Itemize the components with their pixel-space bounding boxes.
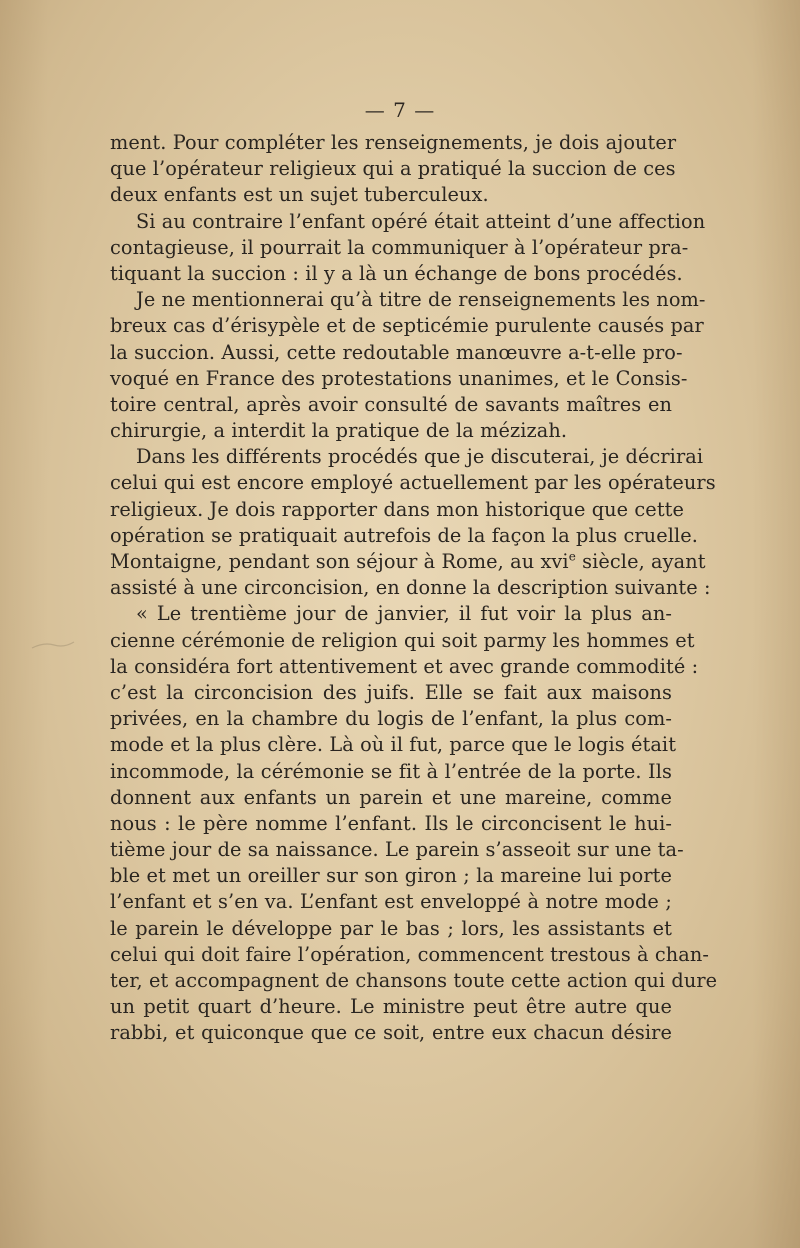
text-line-content: ter, et accompagnent de chansons toute cette action qui dure <box>110 969 718 992</box>
text-line <box>110 994 672 1020</box>
text-line-content: tième jour de sa naissance. Le parein s’asseoit sur une ta- <box>110 838 684 862</box>
text-line <box>110 916 672 942</box>
text-line-content: ble et met un oreiller sur son giron ; la mareine lui porte <box>110 864 672 888</box>
text-line-content: que l’opérateur religieux qui a pratiqué la succion de ces <box>110 157 676 181</box>
text-line-content: Dans les différents procédés que je discuterai, je décrirai <box>136 445 704 469</box>
text-line-content: religieux. Je dois rapporter dans mon historique que cette <box>110 497 685 521</box>
text-line <box>110 549 706 575</box>
text-line-content: la considéra fort attentivement et avec grande commodité : <box>110 654 699 678</box>
text-line-content: contagieuse, il pourrait la communiquer à l’opérateur pra- <box>110 235 689 259</box>
text-line-content: un petit quart d’heure. Le ministre peut être autre que <box>110 995 672 1019</box>
text-line-content: celui qui est encore employé actuellement par les opérateurs <box>110 471 716 495</box>
text-line-content: chirurgie, a interdit la pratique de la mézizah. <box>110 419 568 443</box>
text-line-content: le parein le développe par le bas ; lors, les assistants et <box>110 916 672 940</box>
page-number: — 7 — <box>364 98 436 122</box>
text-line <box>110 182 672 208</box>
text-line <box>110 759 672 785</box>
text-line <box>110 209 706 235</box>
text-line-content: breux cas d’érisypèle et de septicémie purulente causés par <box>110 314 704 338</box>
text-line-content: l’enfant et s’en va. L’enfant est enveloppé à notre mode ; <box>110 890 672 914</box>
text-line <box>110 654 699 680</box>
text-line <box>110 785 672 811</box>
text-line <box>110 706 672 732</box>
text-line <box>110 628 695 654</box>
text-line-content: voqué en France des protestations unanimes, et le Consis- <box>110 366 688 390</box>
text-line-content: ment. Pour compléter les renseignements, je dois ajouter <box>110 131 677 154</box>
text-line-content: rabbi, et quiconque que ce soit, entre eux chacun désire <box>110 1021 672 1045</box>
paper-mark-icon <box>30 640 76 650</box>
text-line <box>110 968 718 994</box>
text-line <box>110 575 711 601</box>
body-text <box>110 130 718 1047</box>
text-line-content: donnent aux enfants un parein et une mareine, comme <box>110 785 672 809</box>
text-line <box>110 287 706 313</box>
text-line-content: toire central, après avoir consulté de savants maîtres en <box>110 392 672 416</box>
text-line-content: la succion. Aussi, cette redoutable manœuvre a-t-elle pro- <box>110 340 683 364</box>
text-line <box>110 523 698 549</box>
text-line-content: deux enfants est un sujet tuberculeux. <box>110 183 489 207</box>
text-line-content: tiquant la succion : il y a là un échange de bons procédés. <box>110 261 683 285</box>
text-line-content: c’est la circoncision des juifs. Elle se fait aux maisons <box>110 680 672 704</box>
text-line-content: « Le trentième jour de janvier, il fut voir la plus an- <box>136 602 672 626</box>
text-line <box>110 497 685 523</box>
text-line-content: incommode, la cérémonie se fit à l’entrée de la porte. Ils <box>110 759 672 783</box>
text-line <box>110 470 716 496</box>
text-line <box>110 863 672 889</box>
text-line <box>110 130 677 156</box>
text-line <box>110 340 683 366</box>
superscript: e <box>568 549 576 564</box>
text-line <box>110 392 672 418</box>
text-line-content: Je ne mentionnerai qu’à titre de renseignements les nom- <box>136 288 706 312</box>
text-line <box>110 418 672 444</box>
text-line-content: mode et la plus clère. Là où il fut, parce que le logis était <box>110 733 677 757</box>
text-line <box>110 156 676 182</box>
text-line-content: cienne cérémonie de religion qui soit parmy les hommes et <box>110 628 695 652</box>
text-line <box>110 680 672 706</box>
text-line-content: Si au contraire l’enfant opéré était atteint d’une affection <box>136 209 706 233</box>
text-line <box>110 313 704 339</box>
text-line <box>110 235 689 261</box>
text-line <box>110 837 684 863</box>
text-line-content: opération se pratiquait autrefois de la façon la plus cruelle. <box>110 523 698 547</box>
text-line-content: celui qui doit faire l’opération, commencent trestous à chan- <box>110 942 710 966</box>
text-line <box>110 811 672 837</box>
text-line-content: assisté à une circoncision, en donne la description suivante : <box>110 576 711 600</box>
text-line-content: nous : le père nomme l’enfant. Ils le circoncisent le hui- <box>110 811 672 835</box>
text-line <box>110 1020 672 1046</box>
text-line <box>110 942 710 968</box>
text-line <box>110 444 704 470</box>
text-line-content: privées, en la chambre du logis de l’enfant, la plus com- <box>110 707 672 731</box>
text-line-continuation: siècle, ayant <box>575 550 706 573</box>
text-line <box>110 601 672 627</box>
text-line <box>110 732 677 758</box>
text-line <box>110 261 683 287</box>
text-line-content: Montaigne, pendant son séjour à Rome, au xvi <box>110 550 569 573</box>
text-line <box>110 366 688 392</box>
text-line <box>110 889 672 915</box>
